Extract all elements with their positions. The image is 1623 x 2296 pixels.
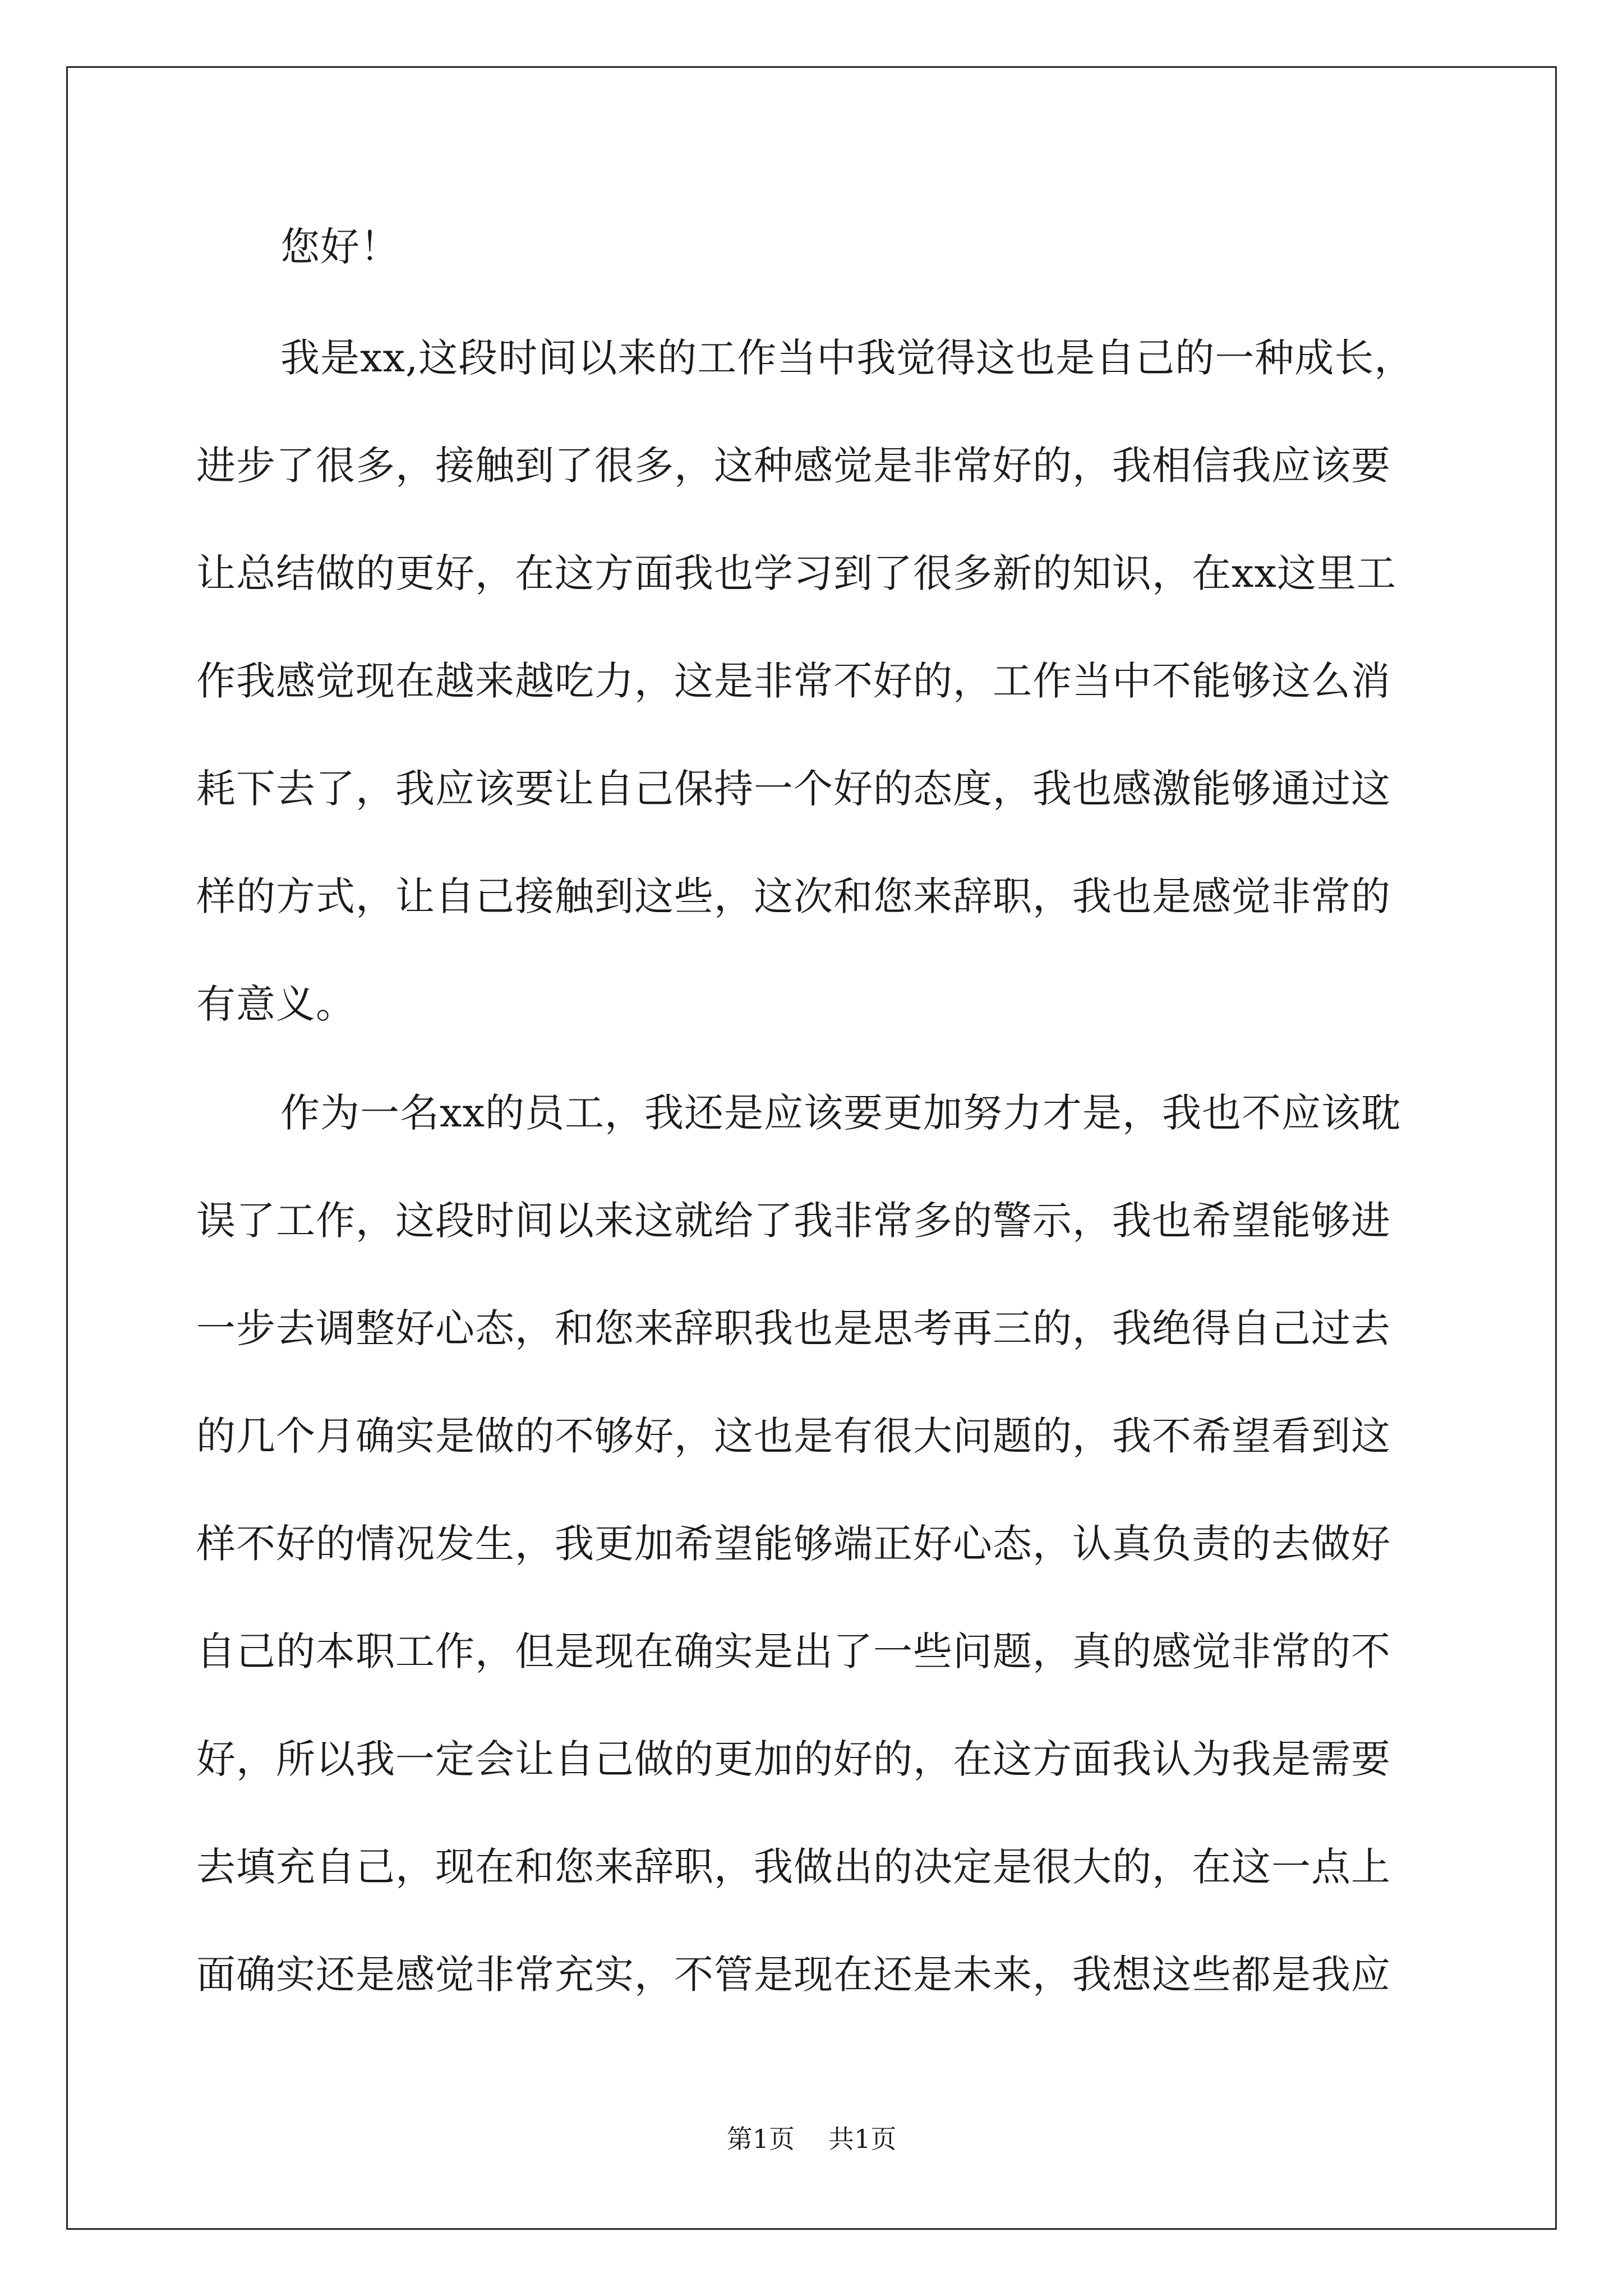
page-number: 第1页 xyxy=(726,2124,795,2154)
body-line-4: 作我感觉现在越来越吃力，这是非常不好的，工作当中不能够这么消 xyxy=(196,658,1391,704)
page-total: 共1页 xyxy=(828,2124,897,2154)
body-line-10: 一步去调整好心态，和您来辞职我也是思考再三的，我绝得自己过去 xyxy=(196,1305,1391,1351)
body-line-14: 好，所以我一定会让自己做的更加的好的，在这方面我认为我是需要 xyxy=(196,1736,1391,1782)
body-line-2: 进步了很多，接触到了很多，这种感觉是非常好的，我相信我应该要 xyxy=(196,443,1391,489)
body-line-9: 误了工作，这段时间以来这就给了我非常多的警示，我也希望能够进 xyxy=(196,1198,1391,1244)
body-line-5: 耗下去了，我应该要让自己保持一个好的态度，我也感激能够通过这 xyxy=(196,766,1391,812)
page-footer xyxy=(0,2126,1623,2152)
body-line-11: 的几个月确实是做的不够好，这也是有很大问题的，我不希望看到这 xyxy=(196,1413,1391,1459)
page-border xyxy=(66,66,1557,2230)
body-line-3: 让总结做的更好，在这方面我也学习到了很多新的知识，在xx这里工 xyxy=(196,550,1396,596)
body-line-7: 有意义。 xyxy=(196,981,356,1027)
body-line-12: 样不好的情况发生，我更加希望能够端正好心态，认真负责的去做好 xyxy=(196,1521,1391,1567)
greeting: 您好！ xyxy=(280,224,400,270)
body-line-6: 样的方式，让自己接触到这些，这次和您来辞职，我也是感觉非常的 xyxy=(196,873,1391,919)
body-line-15: 去填充自己，现在和您来辞职，我做出的决定是很大的，在这一点上 xyxy=(196,1844,1391,1890)
body-line-13: 自己的本职工作，但是现在确实是出了一些问题，真的感觉非常的不 xyxy=(196,1628,1391,1674)
body-line-1: 我是xx,这段时间以来的工作当中我觉得这也是自己的一种成长， xyxy=(280,335,1414,381)
body-line-16: 面确实还是感觉非常充实，不管是现在还是未来，我想这些都是我应 xyxy=(196,1952,1391,1998)
body-line-8: 作为一名xx的员工，我还是应该要更加努力才是，我也不应该耽 xyxy=(280,1090,1401,1136)
